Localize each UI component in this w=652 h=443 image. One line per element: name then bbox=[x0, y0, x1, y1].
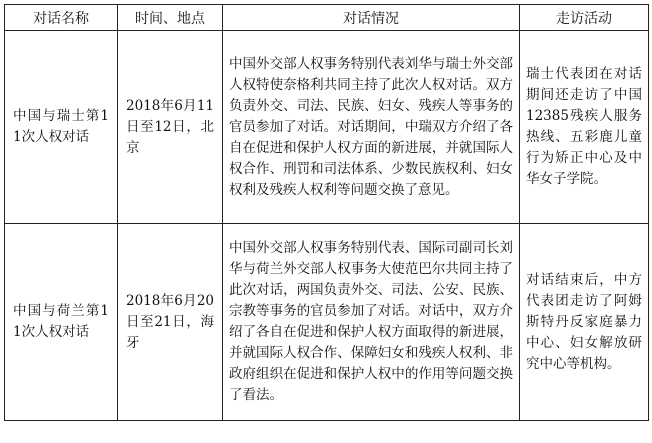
header-time-place: 时间、地点 bbox=[118, 5, 223, 31]
cell-visit-activities: 对话结束后，中方代表团走访了阿姆斯特丹反家庭暴力中心、妇女解放研究中心等机构。 bbox=[520, 224, 649, 421]
table-row bbox=[5, 224, 649, 421]
cell-dialogue-name: 中国与荷兰第11次人权对话 bbox=[5, 224, 118, 421]
table-header-row bbox=[5, 5, 649, 31]
header-visit-activities: 走访活动 bbox=[520, 5, 649, 31]
dialogue-table bbox=[4, 4, 649, 421]
cell-time-place: 2018年6月11日至12日，北京 bbox=[118, 31, 223, 224]
cell-situation: 中国外交部人权事务特别代表、国际司副司长刘华与荷兰外交部人权事务大使范巴尔共同主持了此次对话，两国负责外交、司法、公安、民族、宗教等事务的官员参加了对话。对话中，双方介绍了各自在促进和保护人权方面取得的新进展，并就国际人权合作、保障妇女和残疾人权利、非政府组织在促进和保护人权中的作用等问题交换了看法。 bbox=[223, 224, 520, 421]
cell-visit-activities: 瑞士代表团在对话期间还走访了中国12385残疾人服务热线、五彩鹿儿童行为矫正中心及中华女子学院。 bbox=[520, 31, 649, 224]
cell-time-place: 2018年6月20日至21日，海牙 bbox=[118, 224, 223, 421]
header-situation: 对话情况 bbox=[223, 5, 520, 31]
cell-situation: 中国外交部人权事务特别代表刘华与瑞士外交部人权特使奈格利共同主持了此次人权对话。双方负责外交、司法、民族、妇女、残疾人等事务的官员参加了对话。对话期间，中瑞双方介绍了各自在促进和保护人权方面的新进展，并就国际人权合作、刑罚和司法体系、少数民族权利、妇女权利及残疾人权利等问题交换了意见。 bbox=[223, 31, 520, 224]
table-row bbox=[5, 31, 649, 224]
cell-dialogue-name: 中国与瑞士第11次人权对话 bbox=[5, 31, 118, 224]
header-dialogue-name: 对话名称 bbox=[5, 5, 118, 31]
